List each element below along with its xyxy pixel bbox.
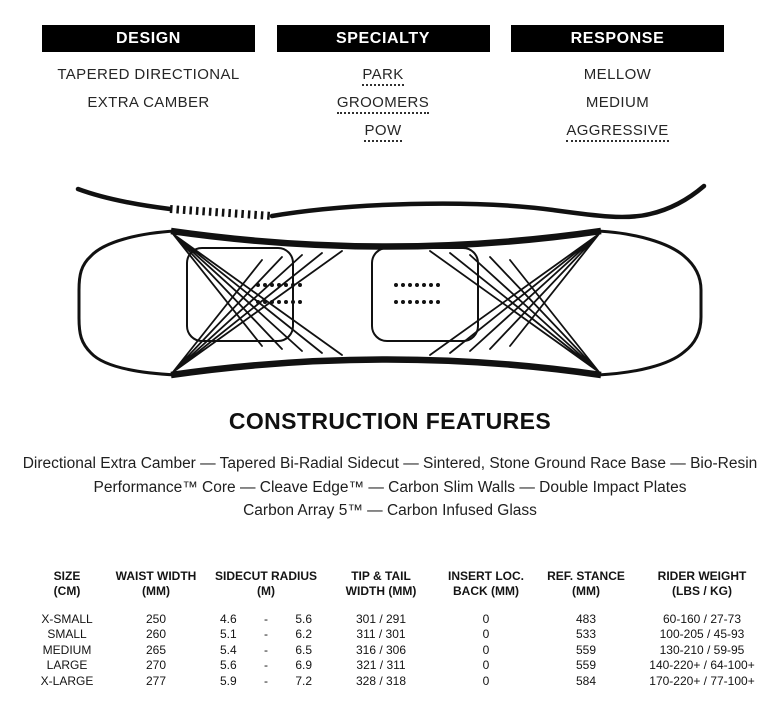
rocker-hatch-zone: [170, 209, 272, 216]
sidecut-max: 6.5: [295, 642, 312, 657]
spec-table-header-row: [26, 569, 770, 612]
design-value-label: EXTRA CAMBER: [87, 94, 210, 111]
construction-feature-line: Performance™ Core — Cleave Edge™ — Carbon Slim Walls — Double Impact Plates: [93, 478, 687, 496]
spec-table-header-cell: [538, 569, 634, 612]
response-values: [511, 66, 724, 142]
header-line-2: (LBS / KG): [672, 583, 732, 598]
design-value: [42, 94, 255, 114]
construction-feature-line: Directional Extra Camber — Tapered Bi-Radial Sidecut — Sintered, Stone Ground Race Base — Bio-Resin: [22, 455, 758, 472]
cell-tip-tail-width: 311 / 301: [356, 627, 406, 641]
cell-tip-tail-width: 328 / 318: [355, 673, 407, 688]
spec-table-row: [26, 612, 770, 628]
size-spec-table: [26, 569, 770, 690]
cell-insert-loc-back: 0: [482, 658, 490, 672]
camber-profile-diagram: [78, 186, 704, 217]
response-panel: [511, 25, 724, 150]
specialty-panel: [277, 25, 490, 150]
header-line-1: SIZE: [53, 568, 81, 583]
cell-rider-weight: 60-160 / 27-73: [662, 611, 742, 626]
cell-sidecut-radius: [204, 627, 328, 643]
cell-waist-width: 260: [145, 627, 167, 641]
response-value: [511, 66, 724, 86]
construction-features-title: CONSTRUCTION FEATURES: [228, 408, 552, 434]
header-line-1: WAIST WIDTH: [115, 568, 197, 583]
attribute-panels: [0, 0, 780, 150]
sidecut-edge-bottom: [171, 360, 601, 376]
cell-sidecut-radius: [204, 674, 328, 690]
response-value: [511, 122, 724, 142]
sidecut-max: 7.2: [295, 673, 312, 688]
cell-size: X-SMALL: [41, 611, 93, 626]
spec-table-row: [26, 658, 770, 674]
cell-ref-stance: 559: [575, 658, 597, 672]
sidecut-min: 5.1: [220, 627, 237, 641]
spec-table-header-cell: [108, 569, 204, 612]
spec-table-row: [26, 643, 770, 659]
specialty-value: [277, 122, 490, 142]
sidecut-max: 6.9: [295, 658, 312, 672]
header-line-1: INSERT LOC.: [447, 568, 524, 583]
response-header-bar: RESPONSE: [511, 25, 724, 52]
construction-feature-line: Carbon Array 5™ — Carbon Infused Glass: [243, 502, 537, 519]
header-line-1: REF. STANCE: [547, 568, 625, 583]
spec-table-header-cell: [328, 569, 434, 612]
specialty-value-label: POW: [364, 122, 401, 142]
cell-tip-tail-width: 316 / 306: [355, 642, 407, 657]
cell-waist-width: 250: [145, 611, 167, 626]
specialty-header-bar: SPECIALTY: [277, 25, 490, 52]
spec-table-row: [26, 674, 770, 690]
header-line-2: (MM): [572, 583, 600, 598]
cell-waist-width: 277: [145, 673, 167, 688]
cell-ref-stance: 533: [575, 627, 597, 641]
carbon-array-right: [430, 234, 599, 372]
header-line-1: SIDECUT RADIUS: [214, 568, 317, 583]
sidecut-separator: -: [264, 627, 268, 641]
sidecut-separator: -: [264, 673, 268, 688]
sidecut-separator: -: [264, 642, 268, 657]
response-value-label: MELLOW: [583, 66, 652, 83]
cell-ref-stance: 584: [575, 673, 597, 688]
sidecut-min: 5.6: [220, 658, 237, 672]
cell-size: MEDIUM: [42, 642, 92, 657]
cell-insert-loc-back: 0: [482, 673, 490, 688]
sidecut-separator: -: [264, 658, 268, 672]
cell-waist-width: 265: [145, 642, 167, 657]
specialty-value-label: GROOMERS: [337, 94, 429, 114]
spec-table-row: [26, 627, 770, 643]
header-line-2: (MM): [142, 583, 170, 598]
board-topview-outline: [79, 231, 701, 375]
header-line-2: BACK (MM): [453, 583, 519, 598]
snowboard-figure: [0, 162, 780, 392]
specialty-value: [277, 66, 490, 86]
specialty-value: [277, 94, 490, 114]
sidecut-separator: -: [264, 611, 268, 626]
cell-size: LARGE: [46, 658, 88, 672]
cell-ref-stance: 483: [575, 611, 597, 626]
insert-pack-right: [394, 283, 440, 304]
cell-rider-weight: 140-220+ / 64-100+: [649, 658, 755, 672]
cell-insert-loc-back: 0: [482, 627, 490, 641]
design-value-label: TAPERED DIRECTIONAL: [57, 66, 240, 83]
cell-size: SMALL: [47, 627, 87, 641]
cell-tip-tail-width: 321 / 311: [356, 658, 406, 672]
cell-sidecut-radius: [204, 643, 328, 659]
sidecut-min: 5.9: [220, 673, 237, 688]
cell-insert-loc-back: 0: [482, 611, 490, 626]
header-line-1: TIP & TAIL: [351, 568, 411, 583]
design-values: [42, 66, 255, 114]
header-line-1: RIDER WEIGHT: [657, 568, 747, 583]
header-line-2: (CM): [53, 583, 81, 598]
sidecut-max: 6.2: [295, 627, 312, 641]
response-value: [511, 94, 724, 114]
cell-rider-weight: 130-210 / 59-95: [659, 642, 745, 657]
cell-waist-width: 270: [145, 658, 167, 672]
response-value-label: MEDIUM: [585, 94, 650, 111]
spec-table-header-cell: [204, 569, 328, 612]
design-value: [42, 66, 255, 86]
specialty-value-label: PARK: [362, 66, 403, 86]
response-value-label: AGGRESSIVE: [566, 122, 668, 142]
cell-rider-weight: 170-220+ / 77-100+: [649, 673, 755, 688]
cell-ref-stance: 559: [575, 642, 597, 657]
header-line-2: WIDTH (MM): [345, 583, 417, 598]
snowboard-diagram: [0, 162, 780, 392]
sidecut-min: 4.6: [220, 611, 237, 626]
cell-size: X-LARGE: [40, 673, 94, 688]
spec-table-header-cell: [634, 569, 770, 612]
cell-tip-tail-width: 301 / 291: [355, 611, 407, 626]
sidecut-edge-top: [171, 231, 601, 247]
specialty-values: [277, 66, 490, 142]
construction-features-section: [0, 408, 780, 523]
spec-table-header-cell: [434, 569, 538, 612]
spec-table-header-cell: [26, 569, 108, 612]
cell-sidecut-radius: [204, 658, 328, 674]
cell-sidecut-radius: [204, 612, 328, 628]
sidecut-max: 5.6: [295, 611, 312, 626]
sidecut-min: 5.4: [220, 642, 237, 657]
header-line-2: (M): [257, 583, 275, 598]
cell-rider-weight: 100-205 / 45-93: [659, 627, 745, 641]
cell-insert-loc-back: 0: [482, 642, 490, 657]
design-header-bar: DESIGN: [42, 25, 255, 52]
design-panel: [42, 25, 255, 150]
